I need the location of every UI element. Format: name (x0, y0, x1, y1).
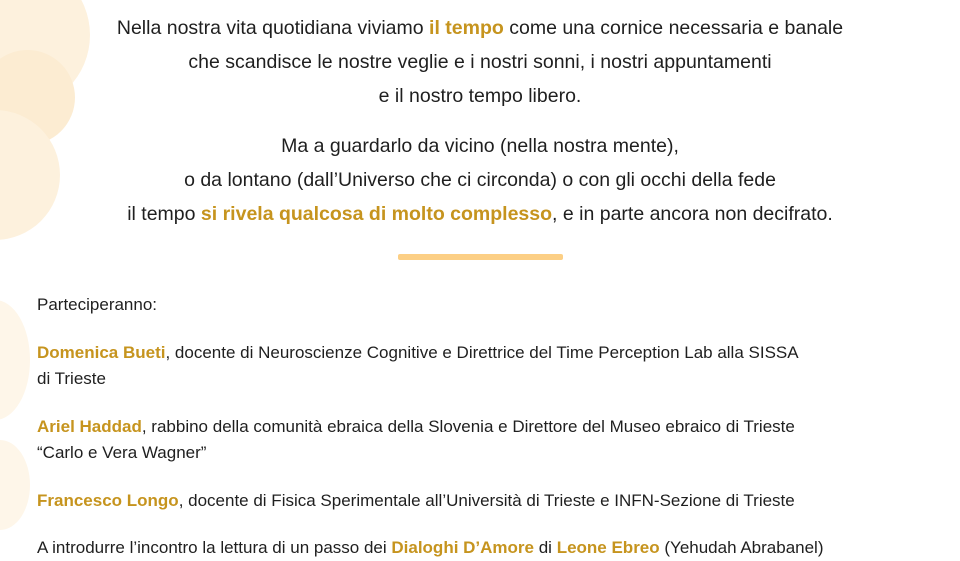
participant-name: Ariel Haddad (37, 417, 142, 436)
intro-text: il tempo (127, 203, 201, 225)
intro-text: Nella nostra vita quotidiana viviamo (116, 17, 430, 39)
closing-line (37, 535, 937, 561)
participants-heading-text: Parteciperanno: (37, 295, 158, 314)
section-divider (398, 254, 563, 260)
closing-text: di (534, 538, 557, 557)
closing-text: A introdurre l’incontro la lettura di un passo dei (37, 538, 392, 557)
participant-item (37, 488, 937, 514)
participant-description: di Trieste (37, 369, 106, 388)
intro-paragraph-2 (0, 129, 960, 231)
participant-item (37, 340, 937, 392)
intro-text: Ma a guardarlo da vicino (nella nostra mente), (281, 135, 679, 157)
participant-description: , rabbino della comunità ebraica della Slovenia e Direttore del Museo ebraico di Trieste (141, 417, 795, 436)
decorative-circle (0, 440, 30, 530)
highlight-complesso: si rivela qualcosa di molto complesso (200, 203, 553, 225)
participant-item (37, 414, 937, 466)
author-name: Leone Ebreo (556, 538, 660, 557)
intro-text: e il nostro tempo libero. (378, 85, 582, 107)
participant-name: Domenica Bueti (37, 343, 166, 362)
intro-text: che scandisce le nostre veglie e i nostri sonni, i nostri appuntamenti (188, 51, 772, 73)
work-title: Dialoghi D’Amore (391, 538, 534, 557)
decorative-circle (0, 300, 30, 420)
intro-text: , e in parte ancora non decifrato. (552, 203, 833, 225)
participants-heading (37, 292, 937, 318)
intro-paragraph-1 (0, 11, 960, 113)
highlight-il-tempo: il tempo (429, 17, 504, 39)
closing-text: (Yehudah Abrabanel) (659, 538, 824, 557)
participant-description: “Carlo e Vera Wagner” (37, 443, 207, 462)
participant-name: Francesco Longo (37, 491, 179, 510)
intro-text: o da lontano (dall’Universo che ci circonda) o con gli occhi della fede (184, 169, 776, 191)
intro-text: come una cornice necessaria e banale (503, 17, 844, 39)
participant-description: , docente di Neuroscienze Cognitive e Direttrice del Time Perception Lab alla SISSA (165, 343, 799, 362)
participant-description: , docente di Fisica Sperimentale all’Università di Trieste e INFN-Sezione di Trieste (178, 491, 795, 510)
